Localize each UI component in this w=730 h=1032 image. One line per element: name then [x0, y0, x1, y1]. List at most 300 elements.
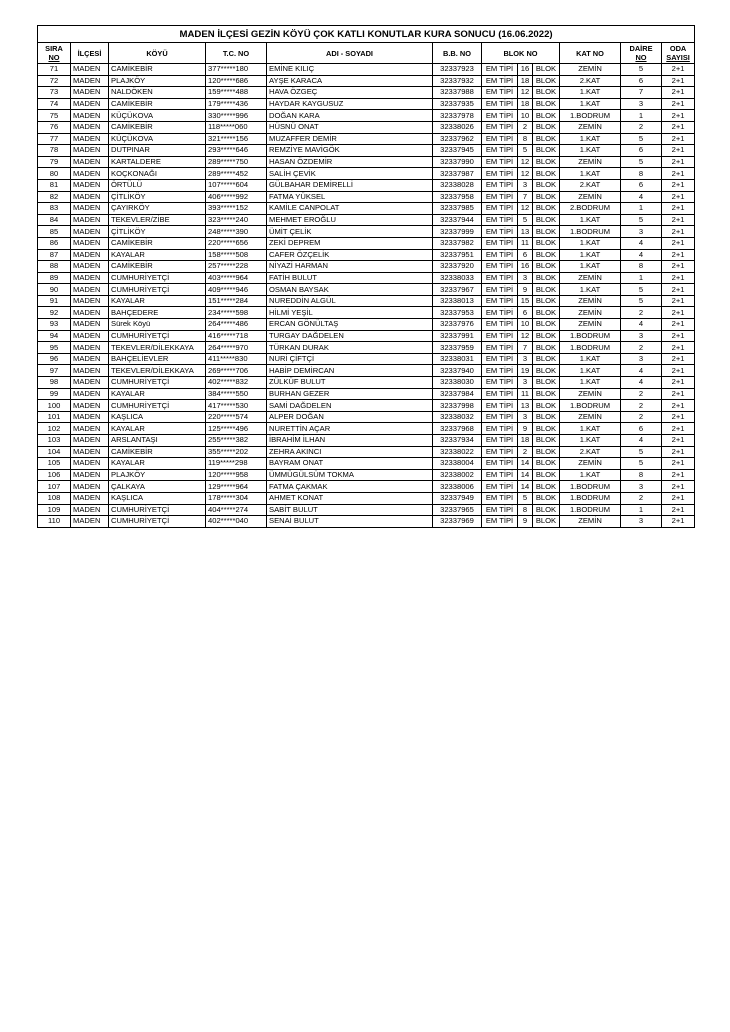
cell-blok-label: BLOK [533, 516, 560, 528]
cell-adi-soyadi: HAVA ÖZGEÇ [267, 87, 433, 99]
header-daire-no: DAİRE NO [621, 43, 662, 64]
table-row [38, 203, 695, 215]
cell-oda-sayisi: 2+1 [662, 156, 695, 168]
table-row [38, 411, 695, 423]
cell-kat-no: ZEMİN [560, 411, 621, 423]
table-row [38, 388, 695, 400]
cell-ilce: MADEN [71, 388, 109, 400]
cell-tc-no: 129*****964 [206, 481, 267, 493]
cell-oda-sayisi: 2+1 [662, 411, 695, 423]
cell-blok-label: BLOK [533, 400, 560, 412]
table-row [38, 319, 695, 331]
table-row [38, 214, 695, 226]
cell-blok-num: 12 [518, 87, 533, 99]
cell-oda-sayisi: 2+1 [662, 342, 695, 354]
table-row [38, 237, 695, 249]
cell-ilce: MADEN [71, 411, 109, 423]
header-bb-no: B.B. NO [433, 43, 482, 64]
cell-adi-soyadi: FATİH BULUT [267, 272, 433, 284]
cell-bb-no: 32338013 [433, 295, 482, 307]
cell-bb-no: 32337969 [433, 516, 482, 528]
cell-blok-num: 14 [518, 458, 533, 470]
table-row [38, 435, 695, 447]
cell-sira-no: 94 [38, 330, 71, 342]
cell-adi-soyadi: EMİNE KILIÇ [267, 64, 433, 76]
cell-sira-no: 88 [38, 261, 71, 273]
table-row [38, 64, 695, 76]
cell-adi-soyadi: NİYAZİ HARMAN [267, 261, 433, 273]
cell-sira-no: 73 [38, 87, 71, 99]
cell-daire-no: 8 [621, 168, 662, 180]
cell-adi-soyadi: MEHMET EROĞLU [267, 214, 433, 226]
cell-blok-tip: EM TİPİ [482, 400, 518, 412]
cell-koy: KAYALAR [109, 423, 206, 435]
cell-bb-no: 32337932 [433, 75, 482, 87]
cell-adi-soyadi: NURİ ÇİFTÇİ [267, 353, 433, 365]
table-row [38, 504, 695, 516]
cell-tc-no: 417*****530 [206, 400, 267, 412]
cell-blok-tip: EM TİPİ [482, 319, 518, 331]
cell-kat-no: 1.BODRUM [560, 492, 621, 504]
cell-adi-soyadi: SAMİ DAĞDELEN [267, 400, 433, 412]
cell-kat-no: 1.KAT [560, 168, 621, 180]
cell-daire-no: 3 [621, 516, 662, 528]
cell-blok-tip: EM TİPİ [482, 249, 518, 261]
cell-blok-num: 2 [518, 121, 533, 133]
cell-blok-tip: EM TİPİ [482, 226, 518, 238]
header-ilce: İLÇESİ [71, 43, 109, 64]
cell-tc-no: 321*****156 [206, 133, 267, 145]
cell-oda-sayisi: 2+1 [662, 75, 695, 87]
cell-bb-no: 32337962 [433, 133, 482, 145]
cell-tc-no: 125*****496 [206, 423, 267, 435]
cell-blok-num: 5 [518, 492, 533, 504]
cell-sira-no: 104 [38, 446, 71, 458]
cell-daire-no: 2 [621, 411, 662, 423]
cell-blok-num: 10 [518, 110, 533, 122]
cell-sira-no: 80 [38, 168, 71, 180]
cell-oda-sayisi: 2+1 [662, 237, 695, 249]
cell-ilce: MADEN [71, 504, 109, 516]
cell-oda-sayisi: 2+1 [662, 191, 695, 203]
cell-daire-no: 2 [621, 121, 662, 133]
cell-daire-no: 1 [621, 272, 662, 284]
cell-sira-no: 100 [38, 400, 71, 412]
cell-daire-no: 2 [621, 307, 662, 319]
cell-adi-soyadi: AHMET KONAT [267, 492, 433, 504]
cell-bb-no: 32337934 [433, 435, 482, 447]
cell-blok-label: BLOK [533, 272, 560, 284]
cell-blok-tip: EM TİPİ [482, 469, 518, 481]
cell-blok-num: 3 [518, 353, 533, 365]
cell-bb-no: 32337985 [433, 203, 482, 215]
cell-blok-label: BLOK [533, 504, 560, 516]
cell-daire-no: 3 [621, 481, 662, 493]
cell-ilce: MADEN [71, 272, 109, 284]
cell-bb-no: 32337990 [433, 156, 482, 168]
cell-blok-tip: EM TİPİ [482, 481, 518, 493]
cell-adi-soyadi: SALİH ÇEVİK [267, 168, 433, 180]
cell-ilce: MADEN [71, 191, 109, 203]
table-row [38, 469, 695, 481]
cell-kat-no: 1.BODRUM [560, 226, 621, 238]
cell-tc-no: 404*****274 [206, 504, 267, 516]
cell-ilce: MADEN [71, 481, 109, 493]
cell-koy: ÇALKAYA [109, 481, 206, 493]
cell-daire-no: 5 [621, 446, 662, 458]
cell-sira-no: 76 [38, 121, 71, 133]
cell-daire-no: 8 [621, 469, 662, 481]
cell-blok-label: BLOK [533, 284, 560, 296]
cell-kat-no: ZEMİN [560, 272, 621, 284]
cell-blok-label: BLOK [533, 75, 560, 87]
cell-adi-soyadi: FATMA YÜKSEL [267, 191, 433, 203]
cell-adi-soyadi: HÜSNÜ ONAT [267, 121, 433, 133]
cell-blok-num: 7 [518, 191, 533, 203]
cell-blok-label: BLOK [533, 249, 560, 261]
cell-koy: ARSLANTAŞI [109, 435, 206, 447]
cell-ilce: MADEN [71, 377, 109, 389]
cell-oda-sayisi: 2+1 [662, 400, 695, 412]
table-row [38, 87, 695, 99]
cell-adi-soyadi: AYŞE KARACA [267, 75, 433, 87]
cell-bb-no: 32337982 [433, 237, 482, 249]
cell-blok-num: 12 [518, 203, 533, 215]
cell-tc-no: 406*****992 [206, 191, 267, 203]
cell-koy: KAYALAR [109, 388, 206, 400]
cell-koy: PLAJKÖY [109, 75, 206, 87]
table-row [38, 342, 695, 354]
cell-blok-num: 13 [518, 400, 533, 412]
cell-tc-no: 118*****060 [206, 121, 267, 133]
cell-sira-no: 107 [38, 481, 71, 493]
cell-blok-num: 16 [518, 64, 533, 76]
cell-daire-no: 5 [621, 214, 662, 226]
table-row [38, 261, 695, 273]
cell-ilce: MADEN [71, 261, 109, 273]
cell-blok-label: BLOK [533, 481, 560, 493]
cell-adi-soyadi: TURGAY DAĞDELEN [267, 330, 433, 342]
cell-blok-label: BLOK [533, 458, 560, 470]
table-row [38, 330, 695, 342]
cell-kat-no: 1.KAT [560, 249, 621, 261]
cell-adi-soyadi: SENAİ BULUT [267, 516, 433, 528]
cell-blok-tip: EM TİPİ [482, 435, 518, 447]
cell-blok-tip: EM TİPİ [482, 377, 518, 389]
cell-bb-no: 32337920 [433, 261, 482, 273]
cell-daire-no: 6 [621, 179, 662, 191]
cell-adi-soyadi: HASAN ÖZDEMİR [267, 156, 433, 168]
cell-sira-no: 103 [38, 435, 71, 447]
cell-ilce: MADEN [71, 179, 109, 191]
cell-bb-no: 32337984 [433, 388, 482, 400]
cell-blok-label: BLOK [533, 492, 560, 504]
cell-tc-no: 220*****656 [206, 237, 267, 249]
cell-sira-no: 81 [38, 179, 71, 191]
cell-tc-no: 234*****598 [206, 307, 267, 319]
header-adi-soyadi: ADI - SOYADI [267, 43, 433, 64]
cell-ilce: MADEN [71, 87, 109, 99]
cell-adi-soyadi: İBRAHİM İLHAN [267, 435, 433, 447]
cell-kat-no: 1.KAT [560, 365, 621, 377]
cell-blok-num: 12 [518, 156, 533, 168]
cell-bb-no: 32337976 [433, 319, 482, 331]
cell-koy: CAMİKEBİR [109, 121, 206, 133]
cell-daire-no: 1 [621, 110, 662, 122]
cell-koy: ÇİTLİKÖY [109, 226, 206, 238]
cell-blok-label: BLOK [533, 307, 560, 319]
cell-koy: CUMHURİYETÇİ [109, 330, 206, 342]
cell-kat-no: 1.KAT [560, 423, 621, 435]
cell-daire-no: 6 [621, 75, 662, 87]
cell-bb-no: 32337998 [433, 400, 482, 412]
cell-ilce: MADEN [71, 435, 109, 447]
table-row [38, 145, 695, 157]
cell-sira-no: 83 [38, 203, 71, 215]
cell-sira-no: 102 [38, 423, 71, 435]
cell-tc-no: 402*****832 [206, 377, 267, 389]
cell-kat-no: 2.BODRUM [560, 203, 621, 215]
cell-adi-soyadi: HİLMİ YEŞİL [267, 307, 433, 319]
cell-blok-num: 18 [518, 435, 533, 447]
cell-blok-label: BLOK [533, 133, 560, 145]
cell-kat-no: ZEMİN [560, 307, 621, 319]
cell-koy: KARTALDERE [109, 156, 206, 168]
cell-ilce: MADEN [71, 64, 109, 76]
cell-blok-num: 18 [518, 98, 533, 110]
cell-sira-no: 78 [38, 145, 71, 157]
cell-blok-tip: EM TİPİ [482, 168, 518, 180]
cell-oda-sayisi: 2+1 [662, 87, 695, 99]
cell-blok-num: 5 [518, 145, 533, 157]
cell-daire-no: 7 [621, 87, 662, 99]
cell-kat-no: ZEMİN [560, 156, 621, 168]
cell-bb-no: 32338028 [433, 179, 482, 191]
cell-blok-num: 13 [518, 226, 533, 238]
cell-blok-tip: EM TİPİ [482, 516, 518, 528]
cell-ilce: MADEN [71, 516, 109, 528]
cell-daire-no: 4 [621, 191, 662, 203]
cell-koy: CAMİKEBİR [109, 64, 206, 76]
cell-bb-no: 32337987 [433, 168, 482, 180]
cell-oda-sayisi: 2+1 [662, 319, 695, 331]
cell-daire-no: 4 [621, 237, 662, 249]
cell-ilce: MADEN [71, 319, 109, 331]
cell-adi-soyadi: OSMAN BAYSAK [267, 284, 433, 296]
cell-sira-no: 87 [38, 249, 71, 261]
cell-tc-no: 409*****946 [206, 284, 267, 296]
cell-blok-tip: EM TİPİ [482, 110, 518, 122]
cell-blok-label: BLOK [533, 353, 560, 365]
cell-ilce: MADEN [71, 133, 109, 145]
cell-blok-tip: EM TİPİ [482, 342, 518, 354]
cell-blok-label: BLOK [533, 319, 560, 331]
cell-blok-label: BLOK [533, 446, 560, 458]
cell-oda-sayisi: 2+1 [662, 435, 695, 447]
cell-blok-tip: EM TİPİ [482, 156, 518, 168]
cell-bb-no: 32337978 [433, 110, 482, 122]
cell-daire-no: 2 [621, 492, 662, 504]
cell-oda-sayisi: 2+1 [662, 353, 695, 365]
cell-blok-num: 18 [518, 75, 533, 87]
cell-oda-sayisi: 2+1 [662, 469, 695, 481]
cell-ilce: MADEN [71, 307, 109, 319]
cell-ilce: MADEN [71, 75, 109, 87]
cell-oda-sayisi: 2+1 [662, 98, 695, 110]
cell-blok-tip: EM TİPİ [482, 307, 518, 319]
cell-blok-num: 6 [518, 249, 533, 261]
cell-kat-no: ZEMİN [560, 121, 621, 133]
cell-adi-soyadi: KAMİLE CANPOLAT [267, 203, 433, 215]
table-row [38, 121, 695, 133]
table-row [38, 179, 695, 191]
table-row [38, 295, 695, 307]
cell-bb-no: 32338004 [433, 458, 482, 470]
cell-blok-label: BLOK [533, 411, 560, 423]
cell-oda-sayisi: 2+1 [662, 110, 695, 122]
cell-blok-label: BLOK [533, 156, 560, 168]
cell-oda-sayisi: 2+1 [662, 330, 695, 342]
cell-tc-no: 159*****488 [206, 87, 267, 99]
cell-oda-sayisi: 2+1 [662, 307, 695, 319]
cell-blok-label: BLOK [533, 342, 560, 354]
table-row [38, 492, 695, 504]
cell-kat-no: 1.BODRUM [560, 481, 621, 493]
cell-daire-no: 8 [621, 261, 662, 273]
cell-ilce: MADEN [71, 156, 109, 168]
cell-blok-num: 9 [518, 423, 533, 435]
cell-tc-no: 264*****970 [206, 342, 267, 354]
cell-tc-no: 264*****486 [206, 319, 267, 331]
cell-oda-sayisi: 2+1 [662, 423, 695, 435]
cell-blok-tip: EM TİPİ [482, 191, 518, 203]
cell-adi-soyadi: TÜRKAN DURAK [267, 342, 433, 354]
cell-ilce: MADEN [71, 214, 109, 226]
cell-koy: Sürek Köyü [109, 319, 206, 331]
cell-kat-no: 1.KAT [560, 284, 621, 296]
cell-ilce: MADEN [71, 110, 109, 122]
cell-oda-sayisi: 2+1 [662, 133, 695, 145]
cell-koy: CUMHURİYETÇİ [109, 516, 206, 528]
cell-sira-no: 85 [38, 226, 71, 238]
cell-ilce: MADEN [71, 353, 109, 365]
cell-blok-num: 3 [518, 179, 533, 191]
cell-daire-no: 1 [621, 203, 662, 215]
cell-blok-num: 9 [518, 516, 533, 528]
cell-sira-no: 75 [38, 110, 71, 122]
cell-sira-no: 90 [38, 284, 71, 296]
cell-blok-label: BLOK [533, 261, 560, 273]
cell-koy: ÇAYIRKÖY [109, 203, 206, 215]
cell-kat-no: 2.KAT [560, 75, 621, 87]
cell-blok-num: 12 [518, 168, 533, 180]
cell-sira-no: 79 [38, 156, 71, 168]
cell-bb-no: 32337958 [433, 191, 482, 203]
cell-sira-no: 74 [38, 98, 71, 110]
cell-daire-no: 4 [621, 319, 662, 331]
cell-tc-no: 220*****574 [206, 411, 267, 423]
table-row [38, 365, 695, 377]
cell-tc-no: 255*****382 [206, 435, 267, 447]
cell-blok-label: BLOK [533, 330, 560, 342]
cell-blok-tip: EM TİPİ [482, 330, 518, 342]
cell-ilce: MADEN [71, 168, 109, 180]
cell-blok-label: BLOK [533, 179, 560, 191]
cell-oda-sayisi: 2+1 [662, 365, 695, 377]
cell-blok-tip: EM TİPİ [482, 179, 518, 191]
cell-kat-no: ZEMİN [560, 295, 621, 307]
cell-blok-tip: EM TİPİ [482, 214, 518, 226]
cell-sira-no: 82 [38, 191, 71, 203]
cell-blok-label: BLOK [533, 121, 560, 133]
cell-adi-soyadi: FATMA ÇAKMAK [267, 481, 433, 493]
cell-koy: CAMİKEBİR [109, 446, 206, 458]
cell-adi-soyadi: ALPER DOĞAN [267, 411, 433, 423]
cell-sira-no: 110 [38, 516, 71, 528]
cell-oda-sayisi: 2+1 [662, 388, 695, 400]
cell-kat-no: 1.BODRUM [560, 110, 621, 122]
cell-kat-no: 2.KAT [560, 446, 621, 458]
cell-blok-label: BLOK [533, 423, 560, 435]
cell-tc-no: 323*****240 [206, 214, 267, 226]
cell-blok-label: BLOK [533, 87, 560, 99]
cell-blok-tip: EM TİPİ [482, 504, 518, 516]
cell-tc-no: 403*****964 [206, 272, 267, 284]
cell-daire-no: 5 [621, 284, 662, 296]
cell-tc-no: 120*****958 [206, 469, 267, 481]
cell-daire-no: 5 [621, 295, 662, 307]
cell-blok-label: BLOK [533, 295, 560, 307]
cell-kat-no: ZEMİN [560, 319, 621, 331]
cell-daire-no: 3 [621, 353, 662, 365]
cell-bb-no: 32337988 [433, 87, 482, 99]
cell-adi-soyadi: ZEHRA AKINCI [267, 446, 433, 458]
cell-kat-no: 1.KAT [560, 261, 621, 273]
page-title: MADEN İLÇESİ GEZİN KÖYÜ ÇOK KATLI KONUTLAR KURA SONUCU (16.06.2022) [38, 26, 695, 43]
cell-adi-soyadi: NUREDDİN ALGÜL [267, 295, 433, 307]
cell-blok-tip: EM TİPİ [482, 365, 518, 377]
cell-blok-label: BLOK [533, 98, 560, 110]
cell-bb-no: 32337959 [433, 342, 482, 354]
cell-koy: CAMİKEBİR [109, 261, 206, 273]
cell-tc-no: 289*****750 [206, 156, 267, 168]
cell-koy: BAHÇELİEVLER [109, 353, 206, 365]
cell-blok-label: BLOK [533, 145, 560, 157]
cell-sira-no: 86 [38, 237, 71, 249]
cell-ilce: MADEN [71, 365, 109, 377]
table-row [38, 272, 695, 284]
table-row [38, 458, 695, 470]
cell-blok-num: 5 [518, 214, 533, 226]
cell-tc-no: 330*****996 [206, 110, 267, 122]
cell-blok-label: BLOK [533, 435, 560, 447]
cell-adi-soyadi: HABİP DEMİRCAN [267, 365, 433, 377]
table-row [38, 377, 695, 389]
cell-kat-no: 1.KAT [560, 133, 621, 145]
cell-adi-soyadi: CAFER ÖZÇELİK [267, 249, 433, 261]
cell-blok-tip: EM TİPİ [482, 203, 518, 215]
cell-koy: KAŞLICA [109, 411, 206, 423]
column-header-row [38, 43, 695, 64]
cell-adi-soyadi: ZÜLKÜF BULUT [267, 377, 433, 389]
cell-blok-num: 6 [518, 307, 533, 319]
cell-oda-sayisi: 2+1 [662, 64, 695, 76]
header-blok-no: BLOK NO [482, 43, 560, 64]
cell-koy: KÜÇÜKOVA [109, 110, 206, 122]
table-row [38, 110, 695, 122]
cell-adi-soyadi: ERCAN GÖNÜLTAŞ [267, 319, 433, 331]
cell-daire-no: 5 [621, 64, 662, 76]
